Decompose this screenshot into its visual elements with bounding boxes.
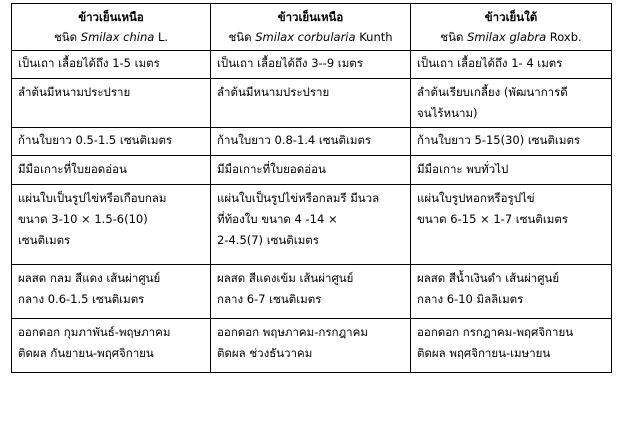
cell-line: ก้านใบยาว 0.5-1.5 เซนติเมตร xyxy=(18,133,173,147)
table-row-fruit xyxy=(12,265,612,319)
cell-line: 2-4.5(7) เซนติเมตร xyxy=(217,233,319,247)
header-cell-smilax-corbularia xyxy=(211,4,411,51)
table-cell xyxy=(211,156,411,185)
header-species xyxy=(18,27,204,47)
table-cell xyxy=(411,185,612,265)
table-cell xyxy=(12,79,211,128)
species-name: Smilax glabra xyxy=(467,30,547,44)
table-cell xyxy=(211,265,411,319)
table-cell xyxy=(211,128,411,156)
table-cell xyxy=(12,265,211,319)
table-row-habit xyxy=(12,51,612,79)
cell-line: แผ่นใบเป็นรูปไข่หรือเกือบกลม xyxy=(18,191,167,205)
species-prefix: ชนิด xyxy=(228,30,256,44)
species-prefix: ชนิด xyxy=(53,30,81,44)
table-row-petiole xyxy=(12,128,612,156)
cell-line: ลำต้นมีหนามประปราย xyxy=(217,85,330,99)
species-author: Roxb. xyxy=(546,30,582,44)
table-cell xyxy=(12,156,211,185)
cell-line: ติดผล พฤศจิกายน-เมษายน xyxy=(417,346,551,360)
cell-line: แผ่นใบรูปหอกหรือรูปไข่ xyxy=(417,191,535,205)
header-cell-smilax-china xyxy=(12,4,211,51)
cell-line: ลำต้นเรียบเกลี้ยง (พัฒนาการดี xyxy=(417,85,568,99)
species-comparison-table xyxy=(11,3,612,373)
table-row-leaf-blade xyxy=(12,185,612,265)
cell-line: ที่ท้องใบ ขนาด 4 -14 × xyxy=(217,212,338,226)
cell-line: ก้านใบยาว 5-15(30) เซนติเมตร xyxy=(417,133,581,147)
cell-line: ผลสด สีน้ำเงินดำ เส้นผ่าศูนย์ xyxy=(417,271,560,285)
cell-line: แผ่นใบเป็นรูปไข่หรือกลมรี มีนวล xyxy=(217,191,380,205)
cell-line: ออกดอก กุมภาพันธ์-พฤษภาคม xyxy=(18,325,171,339)
cell-line: ลำต้นมีหนามประปราย xyxy=(18,85,131,99)
species-name: Smilax china xyxy=(80,30,155,44)
cell-line: มีมือเกาะที่ใบยอดอ่อน xyxy=(217,162,326,176)
cell-line: กลาง 6-10 มิลลิเมตร xyxy=(417,292,524,306)
cell-line: เป็นเถา เลื้อยได้ถึง 1-5 เมตร xyxy=(18,56,160,70)
table-cell xyxy=(211,319,411,373)
table-cell xyxy=(411,156,612,185)
table-cell xyxy=(211,79,411,128)
header-title: ข้าวเย็นเหนือ xyxy=(277,10,344,24)
table-cell xyxy=(411,265,612,319)
cell-line: ผลสด กลม สีแดง เส้นผ่าศูนย์ xyxy=(18,271,161,285)
cell-line: กลาง 6-7 เซนติเมตร xyxy=(217,292,322,306)
cell-line: จนไร้หนาม) xyxy=(417,106,478,120)
table-cell xyxy=(12,319,211,373)
cell-line: ผลสด สีแดงเข้ม เส้นผ่าศูนย์ xyxy=(217,271,354,285)
cell-line: ติดผล ช่วงธันวาคม xyxy=(217,346,313,360)
table-row-stem xyxy=(12,79,612,128)
header-species xyxy=(417,27,605,47)
species-author: L. xyxy=(154,30,169,44)
cell-line: เป็นเถา เลื้อยได้ถึง 1- 4 เมตร xyxy=(417,56,563,70)
table-row-phenology xyxy=(12,319,612,373)
header-title: ข้าวเย็นเหนือ xyxy=(78,10,144,24)
table-cell xyxy=(411,128,612,156)
cell-line: ก้านใบยาว 0.8-1.4 เซนติเมตร xyxy=(217,133,372,147)
table-cell xyxy=(12,128,211,156)
table-cell xyxy=(411,79,612,128)
table-cell xyxy=(411,51,612,79)
cell-line: ขนาด 3-10 × 1.5-6(10) xyxy=(18,212,148,226)
table-cell xyxy=(211,51,411,79)
cell-line: มีมือเกาะที่ใบยอดอ่อน xyxy=(18,162,127,176)
header-title: ข้าวเย็นใต้ xyxy=(484,10,538,24)
header-species xyxy=(217,27,404,47)
cell-line: มีมือเกาะ พบทั่วไป xyxy=(417,162,509,176)
cell-line: ขนาด 6-15 × 1-7 เซนติเมตร xyxy=(417,212,569,226)
table-cell xyxy=(411,319,612,373)
table-cell xyxy=(12,185,211,265)
cell-line: ติดผล กันยายน-พฤศจิกายน xyxy=(18,346,154,360)
species-author: Kunth xyxy=(355,30,393,44)
header-cell-smilax-glabra xyxy=(411,4,612,51)
header-row xyxy=(12,4,612,51)
cell-line: เซนติเมตร xyxy=(18,233,71,247)
cell-line: เป็นเถา เลื้อยได้ถึง 3--9 เมตร xyxy=(217,56,363,70)
table-row-tendril xyxy=(12,156,612,185)
cell-line: ออกดอก พฤษภาคม-กรกฎาคม xyxy=(217,325,368,339)
table-cell xyxy=(12,51,211,79)
species-prefix: ชนิด xyxy=(440,30,468,44)
cell-line: กลาง 0.6-1.5 เซนติเมตร xyxy=(18,292,145,306)
species-name: Smilax corbularia xyxy=(255,30,356,44)
comparison-table-container xyxy=(11,3,612,373)
table-cell xyxy=(211,185,411,265)
cell-line: ออกดอก กรกฎาคม-พฤศจิกายน xyxy=(417,325,574,339)
